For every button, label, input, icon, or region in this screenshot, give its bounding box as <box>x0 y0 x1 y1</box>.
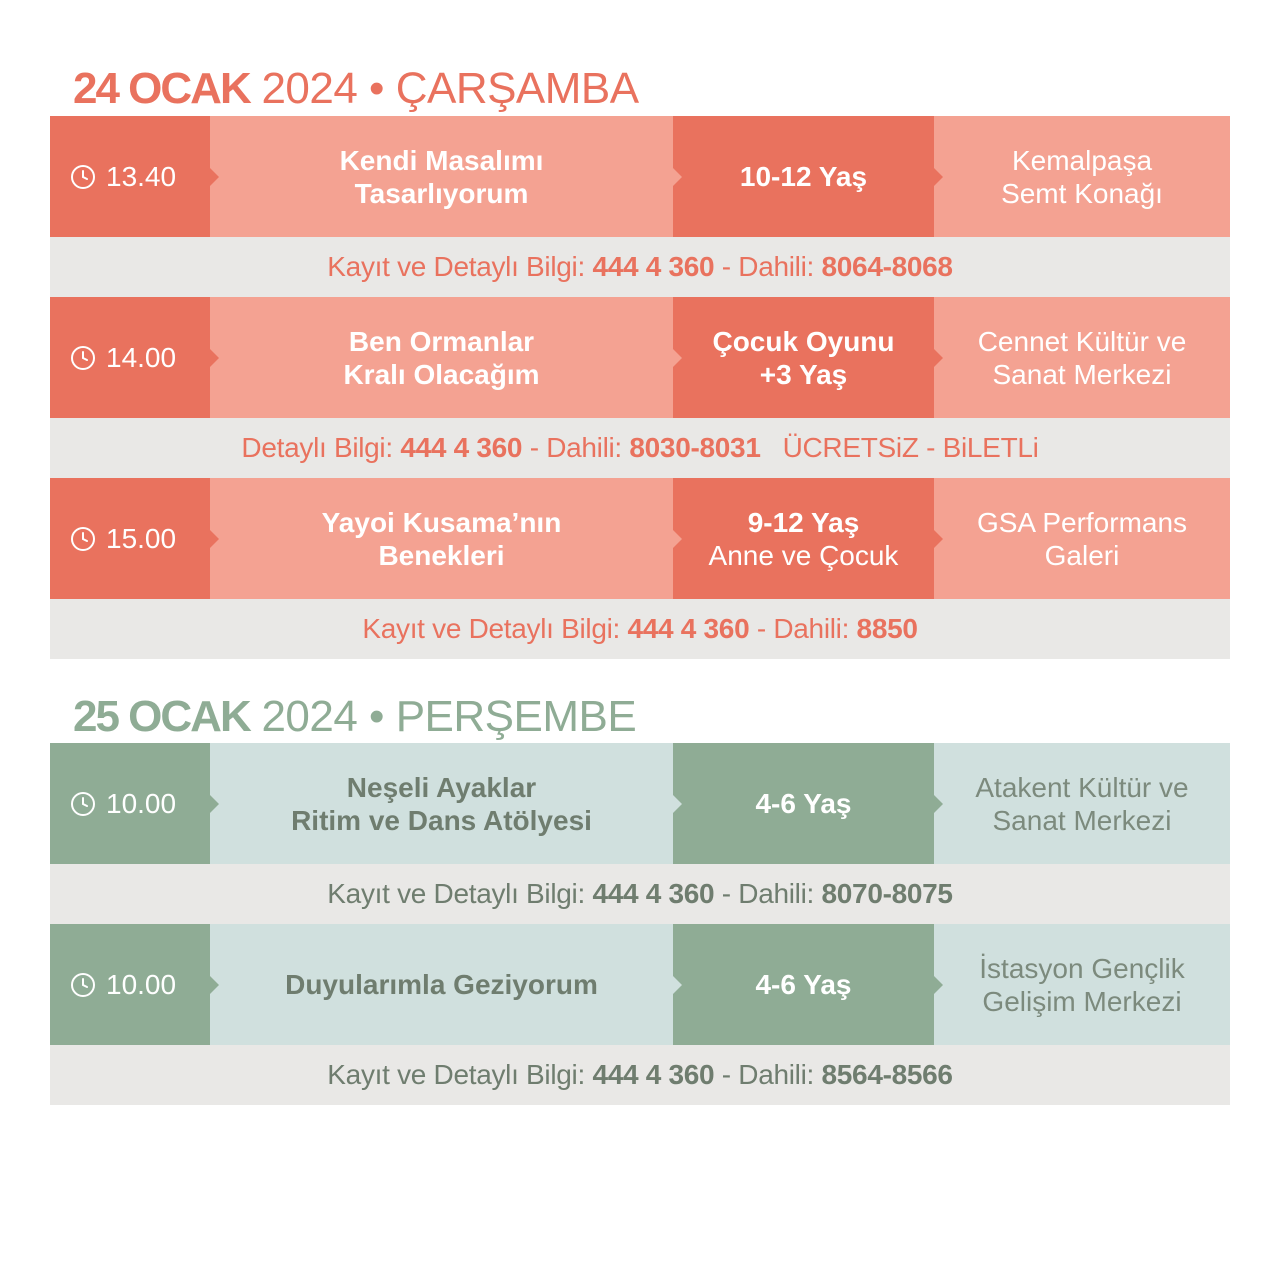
event-row <box>50 116 1230 237</box>
info-phone: 444 4 360 <box>592 1059 715 1090</box>
place-line1: İstasyon Gençlik <box>979 952 1185 984</box>
age-cell <box>673 478 934 599</box>
info-bar <box>50 599 1230 659</box>
event-title-cell <box>210 116 673 237</box>
event-title-line2: Benekleri <box>378 539 505 571</box>
info-phone: 444 4 360 <box>592 878 715 909</box>
event-time: 15.00 <box>106 523 177 554</box>
event-title-line1: Kendi Masalımı <box>339 144 544 176</box>
event-time: 13.40 <box>106 161 177 192</box>
info-prefix: Kayıt ve Detaylı Bilgi: <box>327 878 585 909</box>
info-bar <box>50 864 1230 924</box>
clock-icon <box>70 526 96 552</box>
day-date: 24 OCAK <box>73 64 250 113</box>
age-label: 10-12 Yaş <box>739 161 868 192</box>
time-cell <box>50 924 210 1045</box>
event-title-line2: Ritim ve Dans Atölyesi <box>291 804 592 836</box>
event-title-line1: Yayoi Kusama’nın <box>321 506 562 538</box>
event-row <box>50 743 1230 864</box>
info-bar <box>50 1045 1230 1105</box>
event-title-cell <box>210 743 673 864</box>
place-line1: Kemalpaşa <box>1011 144 1153 176</box>
age-label: 4-6 Yaş <box>755 788 852 819</box>
place-cell <box>934 743 1230 864</box>
place-cell <box>934 297 1230 418</box>
event-title-line1: Ben Ormanlar <box>348 325 535 357</box>
place-cell <box>934 116 1230 237</box>
place-line2: Sanat Merkezi <box>992 358 1172 390</box>
info-phone: 444 4 360 <box>592 251 715 282</box>
age-cell <box>673 116 934 237</box>
info-extension: 8564-8566 <box>821 1059 953 1090</box>
event-time: 10.00 <box>106 788 177 819</box>
age-line2: Anne ve Çocuk <box>708 539 899 571</box>
info-mid: - Dahili: <box>721 251 815 282</box>
event-row <box>50 297 1230 418</box>
day-date: 25 OCAK <box>73 692 250 741</box>
clock-icon <box>70 972 96 998</box>
place-line1: GSA Performans <box>976 506 1188 538</box>
day-heading-25-ocak <box>73 692 637 741</box>
event-time: 10.00 <box>106 969 177 1000</box>
info-prefix: Detaylı Bilgi: <box>241 432 393 463</box>
info-phone: 444 4 360 <box>627 613 750 644</box>
info-mid: - Dahili: <box>721 1059 815 1090</box>
place-cell <box>934 478 1230 599</box>
day-year-weekday: 2024 • PERŞEMBE <box>261 692 637 741</box>
age-line2: +3 Yaş <box>759 358 848 390</box>
info-ticket-note: ÜCRETSiZ - BiLETLi <box>782 432 1039 463</box>
place-line1: Cennet Kültür ve <box>977 325 1187 357</box>
schedule-table-24-ocak <box>50 116 1230 659</box>
event-row <box>50 478 1230 599</box>
day-heading-24-ocak <box>73 64 639 113</box>
day-year-weekday: 2024 • ÇARŞAMBA <box>261 64 639 113</box>
event-time: 14.00 <box>106 342 177 373</box>
place-cell <box>934 924 1230 1045</box>
age-line1: 9-12 Yaş <box>747 506 860 538</box>
info-mid: - Dahili: <box>721 878 815 909</box>
place-line2: Galeri <box>1044 539 1120 571</box>
info-bar <box>50 418 1230 478</box>
info-mid: - Dahili: <box>529 432 622 463</box>
info-bar <box>50 237 1230 297</box>
clock-icon <box>70 791 96 817</box>
age-cell <box>673 924 934 1045</box>
time-cell <box>50 297 210 418</box>
time-cell <box>50 743 210 864</box>
age-label: 4-6 Yaş <box>755 969 852 1000</box>
info-prefix: Kayıt ve Detaylı Bilgi: <box>362 613 620 644</box>
event-title-cell <box>210 924 673 1045</box>
place-line2: Semt Konağı <box>1001 177 1163 209</box>
event-title: Duyularımla Geziyorum <box>285 969 598 1000</box>
clock-icon <box>70 345 96 371</box>
event-title-line2: Tasarlıyorum <box>354 177 529 209</box>
place-line2: Sanat Merkezi <box>992 804 1172 836</box>
info-mid: - Dahili: <box>756 613 850 644</box>
event-title-line2: Kralı Olacağım <box>343 358 540 390</box>
event-title-line1: Neşeli Ayaklar <box>346 771 537 803</box>
age-line1: Çocuk Oyunu <box>712 325 895 357</box>
event-title-cell <box>210 297 673 418</box>
info-phone: 444 4 360 <box>400 432 523 463</box>
age-cell <box>673 297 934 418</box>
info-extension: 8850 <box>856 613 918 644</box>
event-title-cell <box>210 478 673 599</box>
place-line2: Gelişim Merkezi <box>982 985 1182 1017</box>
event-row <box>50 924 1230 1045</box>
place-line1: Atakent Kültür ve <box>975 771 1189 803</box>
info-extension: 8064-8068 <box>821 251 953 282</box>
age-cell <box>673 743 934 864</box>
time-cell <box>50 478 210 599</box>
schedule-table-25-ocak <box>50 743 1230 1105</box>
time-cell <box>50 116 210 237</box>
info-extension: 8030-8031 <box>629 432 761 463</box>
info-prefix: Kayıt ve Detaylı Bilgi: <box>327 251 585 282</box>
info-prefix: Kayıt ve Detaylı Bilgi: <box>327 1059 585 1090</box>
info-extension: 8070-8075 <box>821 878 953 909</box>
clock-icon <box>70 164 96 190</box>
